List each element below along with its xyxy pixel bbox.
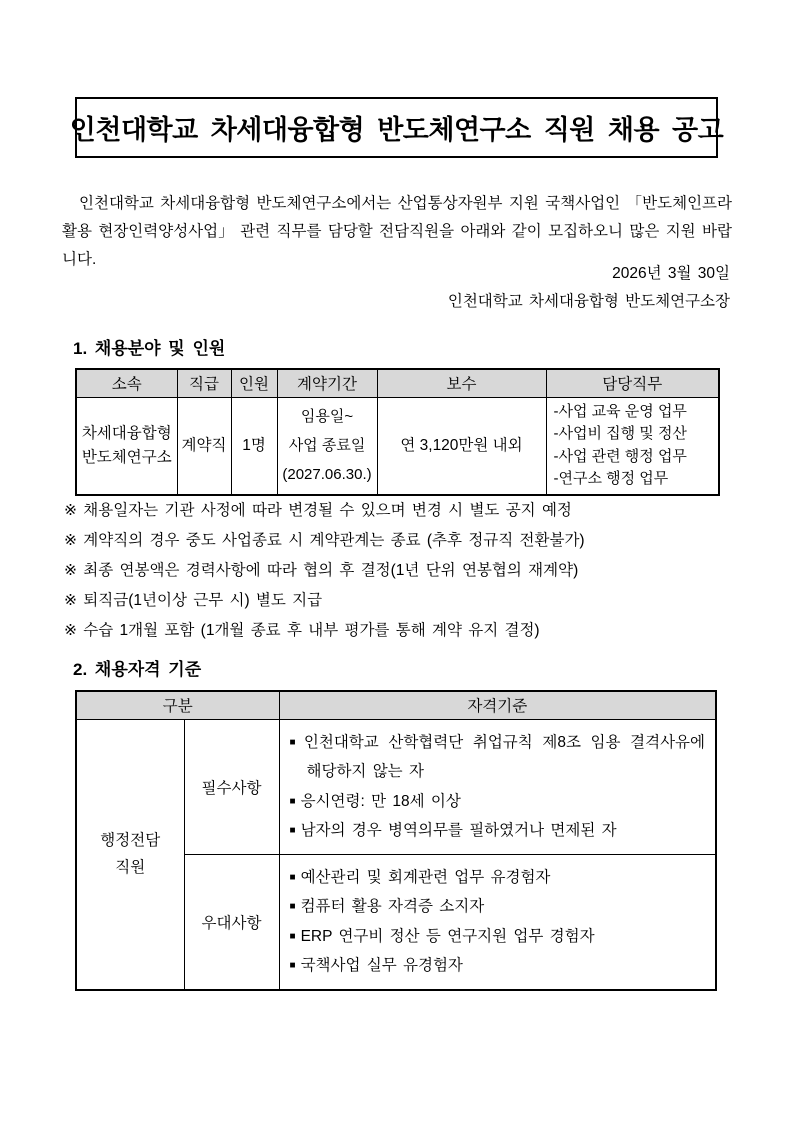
col-header-duties: 담당직무: [546, 369, 719, 397]
col-header-headcount: 인원: [231, 369, 277, 397]
document-title-box: [69, 97, 724, 158]
intro-paragraph: 인천대학교 차세대융합형 반도체연구소에서는 산업통상자원부 지원 국책사업인 「반도체인프라활용 현장인력양성사업」 관련 직무를 담당할 전담직원을 아래와 같이 모집하오니 많은 지원 바랍니다.: [62, 195, 732, 268]
cell-group: [76, 719, 184, 990]
col-header-affiliation: 소속: [76, 369, 177, 397]
col-header-salary: 보수: [377, 369, 546, 397]
duty-item: -사업비 집행 및 정산: [553, 425, 687, 442]
required-row: [76, 719, 716, 854]
note-item: ※ 퇴직금(1년이상 근무 시) 별도 지급: [64, 592, 323, 609]
affiliation-line2: 반도체연구소: [81, 448, 172, 466]
qualification-item: [290, 816, 706, 846]
square-bullet-icon: ■: [289, 795, 296, 807]
note-item: ※ 채용일자는 기관 사정에 따라 변경될 수 있으며 변경 시 별도 공지 예정: [64, 502, 572, 519]
period-line1: 임용일~: [300, 408, 354, 425]
square-bullet-icon: ■: [289, 871, 296, 883]
cell-contract-period: [277, 397, 377, 495]
note-item: ※ 수습 1개월 포함 (1개월 종료 후 내부 평가를 통해 계약 유지 결정): [64, 622, 540, 639]
col-header-category: 구분: [76, 691, 279, 719]
period-line3: (2027.06.30.): [282, 466, 372, 483]
section1-heading: 1. 채용분야 및 인원: [73, 339, 226, 358]
recruitment-table-data-row: [76, 397, 719, 495]
square-bullet-icon: ■: [289, 901, 296, 912]
cell-preferred-items: [279, 854, 716, 990]
duty-item: -연구소 행정 업무: [553, 470, 669, 487]
duty-item: -사업 관련 행정 업무: [553, 447, 687, 465]
cell-required-items: [279, 719, 716, 854]
recruitment-table-header-row: [76, 369, 719, 397]
section2-heading: 2. 채용자격 기준: [73, 660, 202, 679]
signer: 인천대학교 차세대융합형 반도체연구소장: [447, 293, 730, 310]
qualification-text: 예산관리 및 회계관련 업무 유경험자: [300, 868, 551, 886]
qualification-item: [290, 922, 706, 952]
qualification-item: [290, 728, 706, 787]
qualification-text: 응시연령: 만 18세 이상: [300, 792, 461, 810]
col-header-contract-period: 계약기간: [277, 369, 377, 397]
affiliation-line1: 차세대융합형: [81, 424, 172, 442]
col-header-criteria: 자격기준: [279, 691, 716, 719]
cell-headcount: 1명: [231, 397, 277, 495]
group-line1: 행정전담: [100, 832, 161, 849]
notes-list: [64, 496, 734, 646]
group-line2: 직원: [115, 859, 146, 876]
square-bullet-icon: ■: [289, 736, 299, 748]
date-signature-block: [448, 260, 730, 316]
qualification-table-header-row: [76, 691, 716, 719]
note-item: ※ 계약직의 경우 중도 사업종료 시 계약관계는 종료 (추후 정규직 전환불가): [64, 532, 585, 549]
note-item: ※ 최종 연봉액은 경력사항에 따라 협의 후 결정(1년 단위 연봉협의 재계약): [64, 562, 579, 579]
qualification-text: 남자의 경우 병역의무를 필하였거나 면제된 자: [300, 822, 617, 839]
qualification-item: [290, 951, 706, 981]
qualification-item: [290, 787, 706, 817]
qualification-item: [290, 892, 706, 922]
document-title: 인천대학교 차세대융합형 반도체연구소 직원 채용 공고: [69, 115, 724, 145]
cell-position: 계약직: [177, 397, 231, 495]
qualification-table: [75, 690, 717, 991]
qualification-text: 인천대학교 산학협력단 취업규칙 제8조 임용 결격사유에 해당하지 않는 자: [303, 733, 705, 780]
cell-salary: 연 3,120만원 내외: [377, 397, 546, 495]
cell-required-label: 필수사항: [184, 719, 279, 854]
col-header-position: 직급: [177, 369, 231, 397]
cell-preferred-label: 우대사항: [184, 854, 279, 990]
recruitment-table: [75, 368, 720, 496]
qualification-text: ERP 연구비 정산 등 연구지원 업무 경험자: [300, 927, 595, 945]
cell-affiliation: [76, 397, 177, 495]
period-line2: 사업 종료일: [288, 437, 366, 454]
square-bullet-icon: ■: [289, 960, 296, 971]
announcement-date: 2026년 3월 30일: [612, 265, 730, 282]
duty-item: -사업 교육 운영 업무: [553, 402, 687, 420]
cell-duties: [546, 397, 719, 495]
qualification-item: [290, 863, 706, 893]
qualification-text: 컴퓨터 활용 자격증 소지자: [300, 898, 485, 915]
qualification-text: 국책사업 실무 유경험자: [300, 957, 463, 974]
square-bullet-icon: ■: [289, 930, 296, 942]
square-bullet-icon: ■: [289, 825, 296, 836]
